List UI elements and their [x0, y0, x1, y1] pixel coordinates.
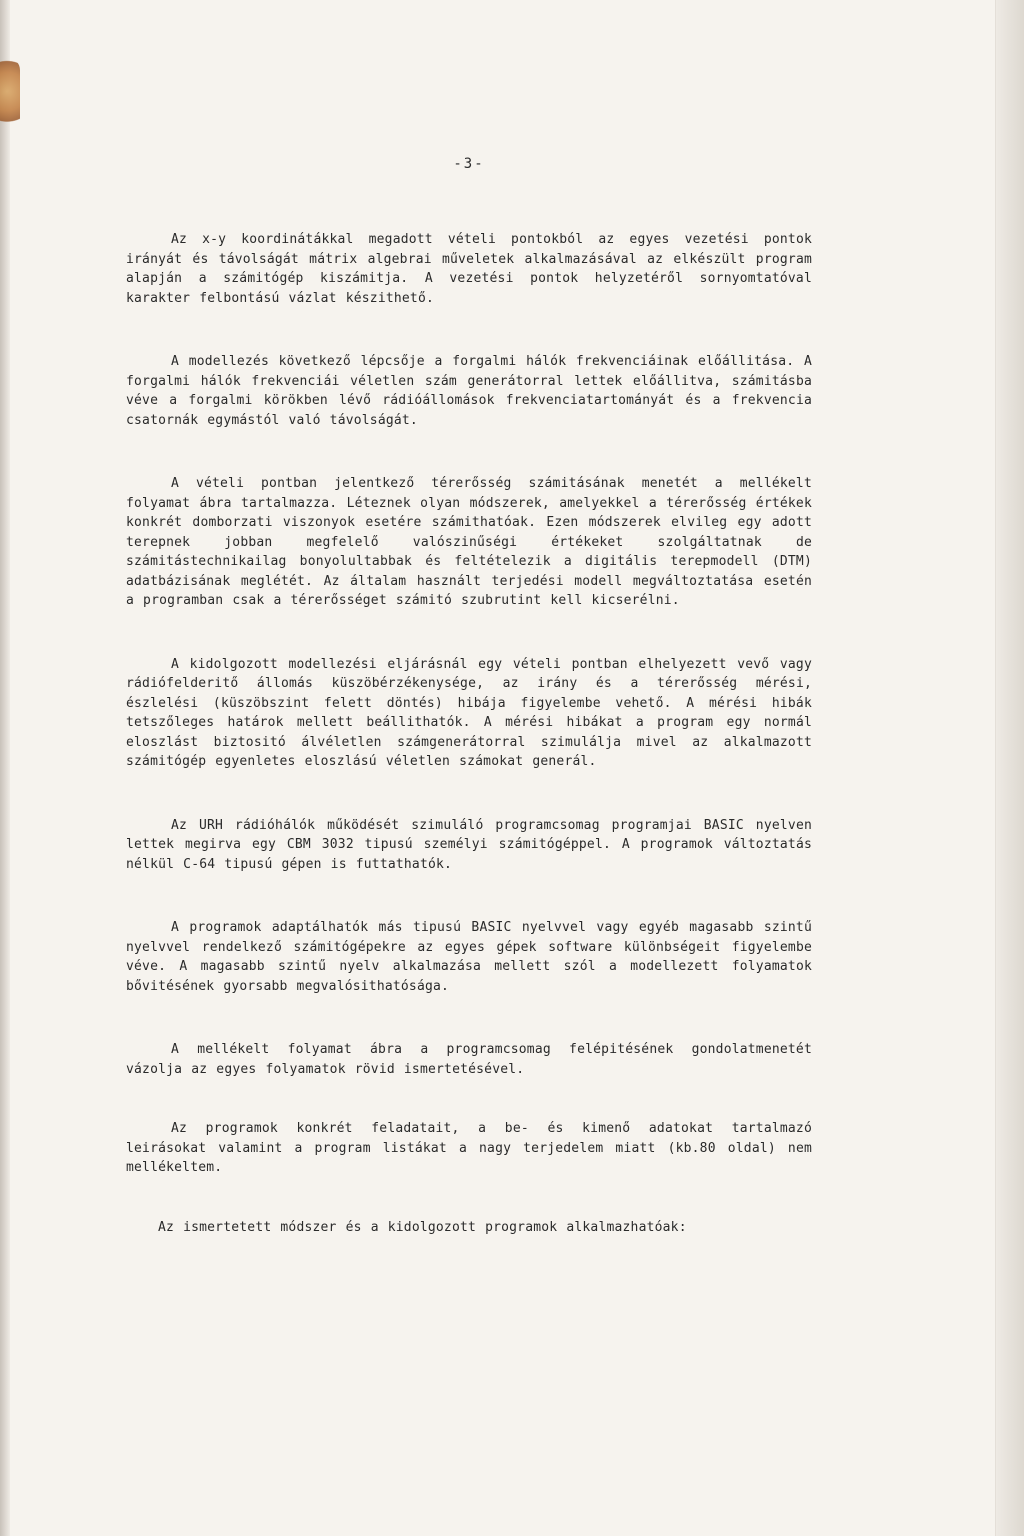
paragraph-applicability: Az ismertetett módszer és a kidolgozott programok alkalmazhatóak:	[158, 1219, 687, 1235]
paragraph-frequencies: A modellezés következő lépcsője a forgalmi hálók frekvenciáinak előállitása. A forgalmi hálók frekvenciái véletlen szám generátorral lettek előállitva, számitásba véve a forgalmi körökben lévő rádióállomások frekvenciatartományát és a frekvencia csatornák egymástól való távolságát.	[126, 354, 812, 428]
paragraph-program-lists: Az programok konkrét feladatait, a be- és kimenő adatokat tartalmazó leirásokat valamint a program listákat a nagy terjedelem miatt (kb.80 oldal) nem mellékeltem.	[126, 1121, 812, 1175]
document-body	[126, 230, 812, 1237]
paragraph-flowchart: A mellékelt folyamat ábra a programcsomag felépitésének gondolatmenetét vázolja az egyes folyamatok rövid ismertetésével.	[126, 1042, 812, 1077]
paragraph-coordinates: Az x-y koordinátákkal megadott vételi pontokból az egyes vezetési pontok irányát és távolságát mátrix algebrai műveletek alkalmazásával az elkészült program alapján a számitógép kiszámitja. A vezetési pontok helyzetéről sornyomtatóval karakter felbontású vázlat készithető.	[126, 232, 812, 306]
paragraph-basic-programs: Az URH rádióhálók működését szimuláló programcsomag programjai BASIC nyelven lettek megirva egy CBM 3032 tipusú személyi számitógéppel. A programok változtatás nélkül C-64 tipusú gépen is futtathatók.	[126, 817, 812, 872]
paragraph-adaptation: A programok adaptálhatók más tipusú BASIC nyelvvel vagy egyéb magasabb szintű nyelvvel rendelkező számitógépekre az egyes gépek software különbségeit figyelembe véve. A magasabb szintű nyelv alkalmazása mellett szól a modellezett folyamatok bővitésének gyorsabb megvalósithatósága.	[126, 920, 812, 994]
paper-left-edge	[0, 0, 10, 1536]
paper-right-edge	[995, 0, 1024, 1536]
page-number: -3-	[453, 156, 485, 172]
paragraph-field-strength: A vételi pontban jelentkező térerősség számitásának menetét a mellékelt folyamat ábra tartalmazza. Léteznek olyan módszerek, amelyekkel a térerősség értékek konkrét domborzati viszonyok esetére számithatóak. Ezen módszerek elvileg egy adott terepnek jobban megfelelő valószinűségi értékeket szolgáltatnak de számitástechnikailag bonyolultabbak és feltételezik a digitális terepmodell (DTM) adatbázisának meglétét. Az általam használt terjedési modell megváltoztatása esetén a programban csak a térerősséget számitó szubrutint kell kicserélni.	[126, 476, 812, 608]
binding-mark	[0, 58, 20, 132]
paragraph-measurement-errors: A kidolgozott modellezési eljárásnál egy vételi pontban elhelyezett vevő vagy rádiófelderitő állomás küszöbérzékenysége, az irány és a térerősség mérési, észlelési (küszöbszint felett döntés) hibája figyelembe vehető. A mérési hibák tetszőleges határok mellett beállithatók. A mérési hibákat a program egy normál eloszlást biztositó álvéletlen számgenerátorral szimulálja mivel az alkalmazott számitógép egyenletes eloszlású véletlen számokat generál.	[126, 656, 812, 769]
